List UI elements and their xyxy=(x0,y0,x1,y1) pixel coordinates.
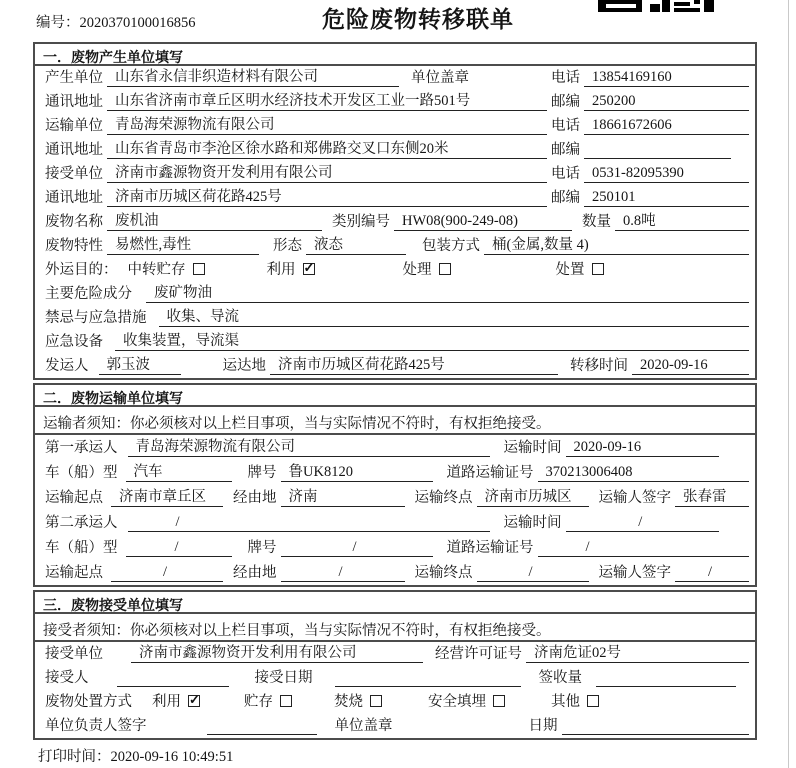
receiver-label: 接受单位 xyxy=(45,166,103,182)
option-label: 安全填埋 xyxy=(428,694,486,710)
taboo-row xyxy=(35,306,755,330)
vehicle2-row xyxy=(35,535,755,560)
section-producer-title: 一．废物产生单位填写 xyxy=(35,44,755,66)
transporter-sign-value: 张春雷 xyxy=(675,485,749,507)
transporter-sign-value: / xyxy=(675,564,749,582)
recipient-value xyxy=(117,669,229,687)
option-label: 焚烧 xyxy=(334,694,363,710)
chief-sign-row xyxy=(35,714,755,738)
chief-sign-label: 单位负责人签字 xyxy=(45,718,147,734)
road-license-label: 道路运输证号 xyxy=(446,465,534,481)
taboo-label: 禁忌与应急措施 xyxy=(45,310,147,326)
transporter-label: 运输单位 xyxy=(45,118,103,134)
section-receiver-title: 三．废物接受单位填写 xyxy=(35,592,755,614)
carrier2-label: 第二承运人 xyxy=(45,515,118,531)
form-value: 液态 xyxy=(306,233,406,255)
option-label: 利用 xyxy=(152,694,181,710)
vehicle-value: / xyxy=(126,539,232,557)
option-label: 中转贮存 xyxy=(127,262,186,278)
equipment-row xyxy=(35,330,755,354)
option-dispose xyxy=(556,258,604,279)
receiver-value: 济南市鑫源物资开发利用有限公司 xyxy=(107,161,547,183)
print-time-value: 2020-09-16 10:49:51 xyxy=(110,749,234,765)
transport-notice: 运输者须知：你必须核对以上栏目事项，当与实际情况不符时，有权拒绝接受。 xyxy=(35,407,755,435)
waste-name-row xyxy=(35,210,755,234)
carrier2-row xyxy=(35,510,755,535)
category-value: HW08(900-249-08) xyxy=(394,213,572,231)
checkbox-utilize xyxy=(188,695,200,707)
transporter-address-row xyxy=(35,138,755,162)
checkbox-landfill xyxy=(493,695,505,707)
zip-label: 邮编 xyxy=(551,142,580,158)
section-producer xyxy=(33,42,757,380)
carrier1-value: 青岛海荣源物流有限公司 xyxy=(128,435,490,457)
phone-value: 13854169160 xyxy=(584,69,749,87)
road-license-value: 370213006408 xyxy=(538,464,750,482)
section-transport-title: 二．废物运输单位填写 xyxy=(35,385,755,407)
phone-label: 电话 xyxy=(551,118,580,134)
road-license-value: / xyxy=(538,539,750,557)
doc-number-label: 编号： xyxy=(36,15,80,31)
waste-name-value: 废机油 xyxy=(107,209,322,231)
option-store xyxy=(244,690,292,711)
date-label: 日期 xyxy=(528,718,558,734)
address-label: 通讯地址 xyxy=(45,142,103,158)
shipper-label: 发运人 xyxy=(45,358,89,374)
checkbox-store xyxy=(280,695,292,707)
vehicle-value: 汽车 xyxy=(126,460,232,482)
carrier1-label: 第一承运人 xyxy=(45,440,118,456)
purpose-label: 外运目的： xyxy=(45,262,118,278)
zip-label: 邮编 xyxy=(551,190,580,206)
receiver-notice: 接受者须知：你必须核对以上栏目事项，当与实际情况不符时，有权拒绝接受。 xyxy=(35,614,755,642)
unit-seal-label: 单位盖章 xyxy=(411,70,469,86)
hazard-label: 主要危险成分 xyxy=(45,286,132,302)
received-qty-label: 签收量 xyxy=(538,670,582,686)
equipment-value: 收集装置，导流渠 xyxy=(115,329,749,351)
phone-value: 0531-82095390 xyxy=(584,165,749,183)
waste-character-row xyxy=(35,234,755,258)
option-label: 处理 xyxy=(402,262,432,278)
option-label: 处置 xyxy=(555,262,585,278)
form-label: 形态 xyxy=(273,238,302,254)
option-label: 利用 xyxy=(266,262,296,278)
hazard-row xyxy=(35,282,755,306)
destination-label: 运达地 xyxy=(222,358,266,374)
producer-value: 山东省永信非织造材料有限公司 xyxy=(107,65,399,87)
zip-value: 250200 xyxy=(584,93,749,111)
character-value: 易燃性,毒性 xyxy=(107,233,259,255)
transfer-time-value: 2020-09-16 xyxy=(632,357,749,375)
transport-time-value: 2020-09-16 xyxy=(566,439,720,457)
character-label: 废物特性 xyxy=(45,238,103,254)
option-label: 贮存 xyxy=(244,694,273,710)
shipper-value: 郭玉波 xyxy=(99,353,181,375)
phone-value: 18661672606 xyxy=(584,117,749,135)
quantity-label: 数量 xyxy=(582,214,611,230)
address-label: 通讯地址 xyxy=(45,94,103,110)
section-transport xyxy=(33,383,757,587)
packing-label: 包装方式 xyxy=(422,238,480,254)
option-label: 其他 xyxy=(551,694,580,710)
option-incinerate xyxy=(334,690,382,711)
phone-label: 电话 xyxy=(551,70,580,86)
origin-label: 运输起点 xyxy=(45,565,103,581)
recipient-label: 接受人 xyxy=(45,670,89,686)
receiving-unit-label: 接受单位 xyxy=(45,646,103,662)
via-value: 济南 xyxy=(281,485,405,507)
disposal-row xyxy=(35,690,755,714)
receiver-row xyxy=(35,162,755,186)
carrier1-row xyxy=(35,435,755,460)
receiver-address-row xyxy=(35,186,755,210)
option-utilize xyxy=(152,690,200,711)
terminal-value: / xyxy=(477,564,589,582)
checkbox-transit-storage xyxy=(193,263,205,275)
unit-seal-label: 单位盖章 xyxy=(334,718,393,734)
terminal-label: 运输终点 xyxy=(414,490,473,506)
producer-label: 产生单位 xyxy=(45,70,103,86)
address-value: 济南市历城区荷花路425号 xyxy=(107,185,547,207)
zip-value xyxy=(584,141,731,159)
page-title: 危险废物转移联单 xyxy=(322,6,514,32)
vehicle-label: 车（船）型 xyxy=(45,540,118,556)
packing-value: 桶(金属,数量 4) xyxy=(484,233,749,255)
page-right-edge xyxy=(788,0,789,768)
taboo-value: 收集、导流 xyxy=(159,305,750,327)
section-receiver xyxy=(33,590,757,740)
qr-code-partial-icon xyxy=(598,0,722,13)
receive-date-label: 接受日期 xyxy=(254,670,313,686)
address-value: 山东省济南市章丘区明水经济技术开发区工业一路501号 xyxy=(107,89,547,111)
option-utilize xyxy=(267,258,315,279)
option-treat xyxy=(403,258,451,279)
terminal-value: 济南市历城区 xyxy=(477,485,589,507)
producer-row xyxy=(35,66,755,90)
via-label: 经由地 xyxy=(233,490,277,506)
transporter-value: 青岛海荣源物流有限公司 xyxy=(107,113,547,135)
transport-time-label: 运输时间 xyxy=(503,515,562,531)
producer-address-row xyxy=(35,90,755,114)
checkbox-incinerate xyxy=(370,695,382,707)
plate-value: 鲁UK8120 xyxy=(281,460,433,482)
road-license-label: 道路运输证号 xyxy=(446,540,534,556)
category-label: 类别编号 xyxy=(332,214,390,230)
checkbox-utilize xyxy=(303,263,315,275)
checkbox-other xyxy=(587,695,599,707)
address-value: 山东省青岛市李沧区徐水路和郑佛路交叉口东侧20米 xyxy=(107,137,547,159)
plate-label: 牌号 xyxy=(247,465,277,481)
terminal-label: 运输终点 xyxy=(414,565,473,581)
checkbox-dispose xyxy=(592,263,604,275)
route2-row xyxy=(35,560,755,585)
permit-label: 经营许可证号 xyxy=(435,646,522,662)
zip-label: 邮编 xyxy=(551,94,580,110)
permit-value: 济南危证02号 xyxy=(526,641,749,663)
equipment-label: 应急设备 xyxy=(45,334,103,350)
receive-date-value xyxy=(335,669,521,687)
print-time xyxy=(38,745,796,766)
transfer-time-label: 转移时间 xyxy=(570,358,628,374)
plate-label: 牌号 xyxy=(247,540,277,556)
address-label: 通讯地址 xyxy=(45,190,103,206)
route1-row xyxy=(35,485,755,510)
receiving-unit-row xyxy=(35,642,755,666)
date-value xyxy=(562,717,750,735)
checkbox-treat xyxy=(439,263,451,275)
via-value: / xyxy=(281,564,405,582)
transporter-sign-label: 运输人签字 xyxy=(598,565,671,581)
transporter-sign-label: 运输人签字 xyxy=(598,490,671,506)
receiving-unit-value: 济南市鑫源物资开发利用有限公司 xyxy=(131,641,423,663)
shipper-row xyxy=(35,354,755,378)
hazard-value: 废矿物油 xyxy=(146,281,749,303)
carrier2-value: / xyxy=(128,514,490,532)
vehicle1-row xyxy=(35,460,755,485)
print-time-label: 打印时间： xyxy=(38,749,111,765)
transport-time-label: 运输时间 xyxy=(503,440,562,456)
via-label: 经由地 xyxy=(233,565,277,581)
transporter-row xyxy=(35,114,755,138)
zip-value: 250101 xyxy=(584,189,749,207)
option-transit-storage xyxy=(128,258,205,279)
destination-value: 济南市历城区荷花路425号 xyxy=(270,353,558,375)
vehicle-label: 车（船）型 xyxy=(45,465,118,481)
chief-sign-value xyxy=(207,717,317,735)
option-landfill xyxy=(428,690,505,711)
origin-value: 济南市章丘区 xyxy=(111,485,223,507)
purpose-row xyxy=(35,258,755,282)
transport-time-value: / xyxy=(566,514,720,532)
plate-value: / xyxy=(281,539,433,557)
origin-label: 运输起点 xyxy=(45,490,103,506)
document-header xyxy=(0,0,796,42)
doc-number-value: 2020370100016856 xyxy=(79,15,196,31)
phone-label: 电话 xyxy=(551,166,580,182)
waste-name-label: 废物名称 xyxy=(45,214,103,230)
received-qty-value xyxy=(596,669,736,687)
disposal-label: 废物处置方式 xyxy=(45,694,132,710)
quantity-value: 0.8吨 xyxy=(615,209,749,231)
option-other xyxy=(551,690,599,711)
origin-value: / xyxy=(111,564,223,582)
recipient-row xyxy=(35,666,755,690)
